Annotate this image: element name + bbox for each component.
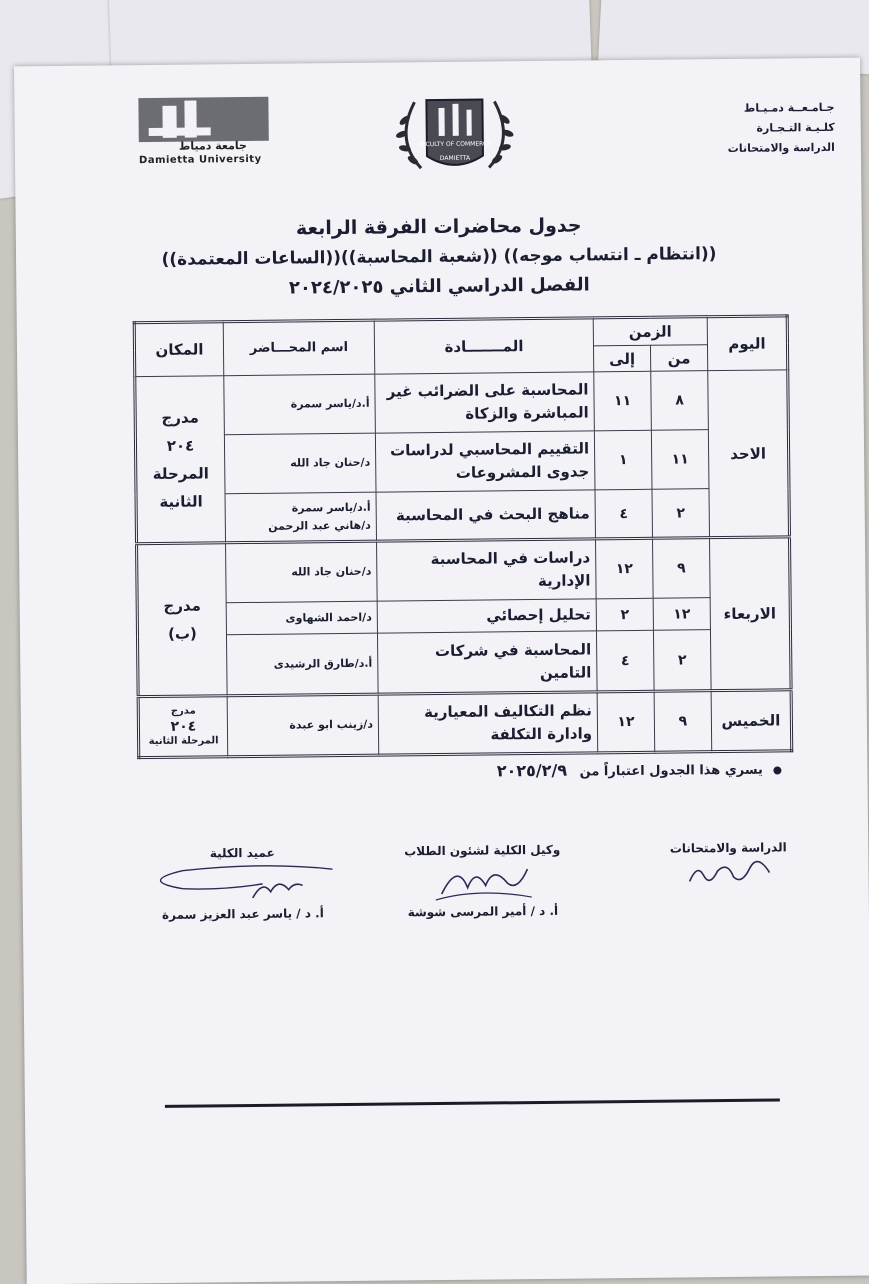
faculty-name: كلـيـة التـجـارة: [756, 120, 835, 135]
department-name: الدراسة والامتحانات: [727, 140, 835, 155]
subject: تحليل إحصائي: [377, 599, 596, 634]
place-thursday: [138, 695, 228, 757]
schedule-table: [133, 314, 794, 759]
seal-text-top: FACULTY OF COMMERCE: [418, 140, 492, 149]
effective-date-note: [261, 758, 781, 782]
place-line: المرحلة الثانية: [148, 735, 219, 747]
time-to: ١١: [594, 372, 652, 432]
signature-name: أ. د / ياسر عبد العزيز سمرة: [161, 906, 324, 922]
header-text: [727, 98, 835, 159]
title-line-3: الفصل الدراسي الثاني ٢٠٢٤/٢٠٢٥: [288, 274, 590, 299]
time-from: ٨: [651, 371, 709, 431]
day-thursday: الخميس: [711, 689, 792, 751]
header-lecturer: اسم المحـــاضر: [223, 320, 375, 376]
time-to: ١: [594, 431, 652, 491]
subject: المحاسبة في شركات التامين: [377, 631, 597, 693]
place-sunday: [135, 376, 226, 544]
lecturer-name: أ.د/ياسر سمرة: [291, 500, 371, 515]
header-time: الزمن: [593, 317, 707, 346]
table-row: [135, 370, 789, 436]
signature-dean: [142, 845, 343, 922]
table-row: [138, 689, 792, 757]
document-page: [14, 58, 869, 1284]
time-from: ١١: [651, 430, 709, 490]
subject: مناهج البحث في المحاسبة: [376, 490, 595, 541]
signature-exams: [648, 840, 809, 893]
university-name: جـامـعــة دمـيـاط: [743, 100, 835, 115]
subject: نظم التكاليف المعيارية وادارة التكلفة: [378, 691, 598, 755]
time-to: ٤: [595, 490, 653, 539]
header-day: اليوم: [707, 316, 788, 371]
place-line: مدرج: [163, 596, 201, 615]
note-date: ٢٠٢٥/٢/٩: [496, 760, 568, 781]
subject: التقييم المحاسبي لدراسات جدوى المشروعات: [375, 431, 595, 492]
faculty-seal: [390, 89, 519, 180]
logo-english-text: Damietta University: [138, 153, 262, 167]
logo-arabic-text: جامعة دمياط: [178, 138, 248, 153]
signature-name: أ. د / أمير المرسى شوشة: [407, 903, 559, 920]
place-line: ٢٠٤: [166, 436, 195, 455]
bullet-icon: [773, 766, 781, 774]
day-wednesday: الاربعاء: [709, 537, 791, 691]
place-line: مدرج: [161, 408, 200, 427]
table-row: [135, 429, 789, 495]
time-from: ٩: [654, 690, 712, 752]
day-sunday: الاحد: [708, 370, 790, 537]
time-from: ٢: [653, 630, 711, 691]
place-line: ٢٠٤: [170, 718, 197, 735]
signature-title: وكيل الكلية لشئون الطلاب: [404, 842, 561, 859]
place-line: (ب): [167, 624, 197, 643]
table-row: [136, 488, 789, 543]
lecturer: د/زينب ابو عبدة: [227, 694, 379, 757]
header-place: المكان: [134, 322, 224, 377]
time-from: ٩: [652, 538, 710, 599]
time-to: ٤: [596, 631, 654, 692]
lecturer: د/حنان جاد الله: [226, 541, 378, 603]
title-block: [16, 208, 863, 307]
header-from: من: [650, 344, 707, 371]
handwritten-signature-icon: [142, 859, 342, 905]
time-to: ١٢: [596, 538, 654, 599]
title-line-1: جدول محاضرات الفرقة الرابعة: [295, 214, 582, 240]
logo-block-icon: [138, 97, 268, 142]
lecturer-name: د/هاني عبد الرحمن: [268, 518, 371, 533]
signature-vice-dean: [382, 843, 583, 920]
time-to: ١٢: [597, 691, 655, 753]
lecturer: أ.د/ياسر سمرة: [224, 375, 376, 436]
place-line: مدرج: [170, 705, 196, 717]
handwritten-signature-icon: [683, 855, 773, 890]
title-line-2: ((انتظام ـ انتساب موجه)) ((شعبة المحاسبة))((الساعات المعتمدة)): [161, 244, 717, 270]
seal-text-bottom: DAMIETTA: [439, 154, 471, 162]
lecturer: د/احمد الشهاوى: [226, 601, 377, 635]
signature-title: الدراسة والامتحانات: [669, 840, 787, 856]
table-row: [137, 629, 791, 696]
place-wednesday: [137, 543, 228, 697]
header-to: إلى: [593, 345, 650, 372]
place-line: المرحلة: [152, 464, 209, 483]
table-row: [137, 537, 791, 604]
time-from: ١٢: [653, 598, 710, 631]
lecturer: د/حنان جاد الله: [224, 434, 376, 495]
handwritten-signature-icon: [427, 857, 537, 902]
time-from: ٢: [652, 489, 710, 538]
header-subject: المـــــــادة: [374, 318, 594, 375]
time-to: ٢: [596, 598, 653, 631]
signature-title: عميد الكلية: [209, 845, 275, 861]
lecturer: [225, 493, 377, 543]
faculty-seal-icon: [390, 89, 519, 180]
lecturer: أ.د/طارق الرشيدى: [226, 634, 378, 696]
subject: المحاسبة على الضرائب غير المباشرة والزكاة: [375, 372, 595, 433]
bottom-rule: [165, 1098, 780, 1107]
university-logo: [138, 97, 269, 168]
note-text: يسري هذا الجدول اعتباراً من: [579, 762, 763, 780]
place-line: الثانية: [159, 492, 203, 511]
subject: دراسات في المحاسبة الإدارية: [377, 539, 597, 601]
